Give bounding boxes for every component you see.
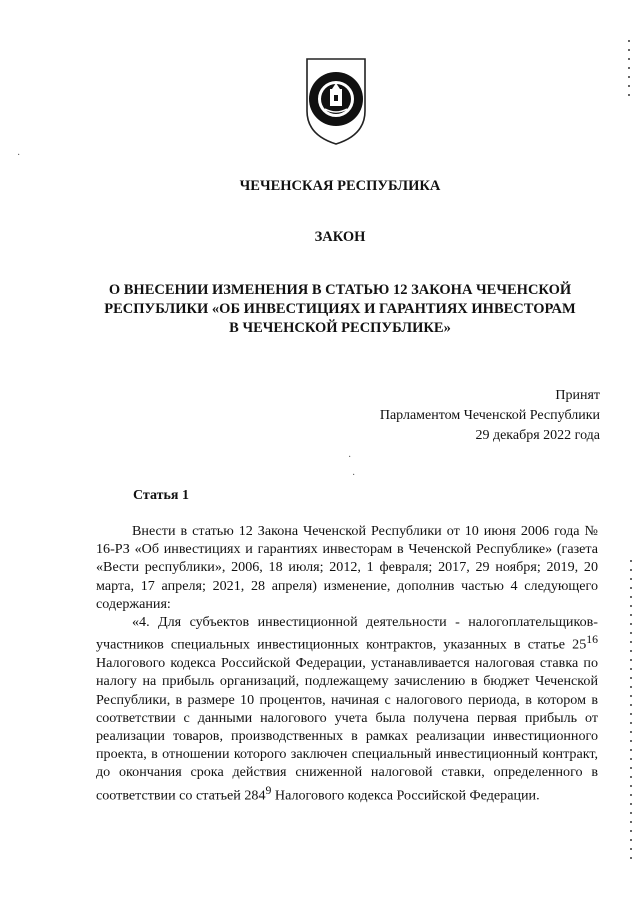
law-title: [60, 281, 620, 338]
adoption-block: [380, 386, 600, 446]
chechen-republic-emblem-icon: [303, 55, 369, 147]
paragraph-amendment: Внести в статью 12 Закона Чеченской Республики от 10 июня 2006 года № 16-РЗ «Об инвестициях и гарантиях инвесторам в Чеченской Республике» (газета «Вести республики», 2006, 18 июля; 2012, 1 февраля; 2017, 29 ноября; 2019, 20 марта, 17 апреля; 2021, 28 апреля) изменение, дополнив частью 4 следующего содержания:: [96, 523, 598, 612]
law-title-line: О ВНЕСЕНИИ ИЗМЕНЕНИЯ В СТАТЬЮ 12 ЗАКОНА ЧЕЧЕНСКОЙ: [108, 282, 572, 298]
law-title-line: В ЧЕЧЕНСКОЙ РЕСПУБЛИКЕ»: [229, 320, 451, 336]
law-title-line: РЕСПУБЛИКИ «ОБ ИНВЕСТИЦИЯХ И ГАРАНТИЯХ ИНВЕСТОРАМ: [104, 301, 576, 317]
paragraph-text: «4. Для субъектов инвестиционной деятельности - налогоплательщиков-участников специальных инвестиционных контрактов, указанных в статье 25: [96, 614, 598, 653]
republic-heading: ЧЕЧЕНСКАЯ РЕСПУБЛИКА: [239, 178, 441, 194]
paragraph-text: Налогового кодекса Российской Федерации.: [271, 787, 540, 804]
superscript: 16: [586, 633, 598, 647]
document-type-heading: ЗАКОН: [314, 229, 366, 245]
adoption-date: 29 декабря 2022 года: [475, 428, 600, 443]
scan-speck: ·: [352, 470, 356, 481]
article-body: [96, 522, 598, 804]
scan-speck: ·: [17, 150, 21, 161]
scan-speck: ·: [348, 452, 352, 463]
superscript: 9: [265, 783, 272, 797]
adoption-body: Парламентом Чеченской Республики: [379, 408, 600, 423]
scan-edge-mark: [630, 560, 632, 860]
adoption-label: Принят: [555, 388, 600, 403]
paragraph-text: Налогового кодекса Российской Федерации, устанавливается налоговая ставка по налогу на прибыль организаций, подлежащему зачислению в бюджет Чеченской Республики, в размере 10 процентов, начиная с налогового периода, в котором в соответствии с данными налогового учета была получена первая прибыль от реализации товаров, производственных в рамках реализации инвестиционного проекта, в отношении которого заключен специальный инвестиционный контракт, до окончания срока действия сниженной налоговой ставки, определенного в соответствии со статьей 284: [96, 655, 598, 804]
scan-edge-mark: [628, 40, 630, 100]
paragraph-part-4: [96, 613, 598, 804]
article-heading: Статья 1: [133, 488, 189, 503]
